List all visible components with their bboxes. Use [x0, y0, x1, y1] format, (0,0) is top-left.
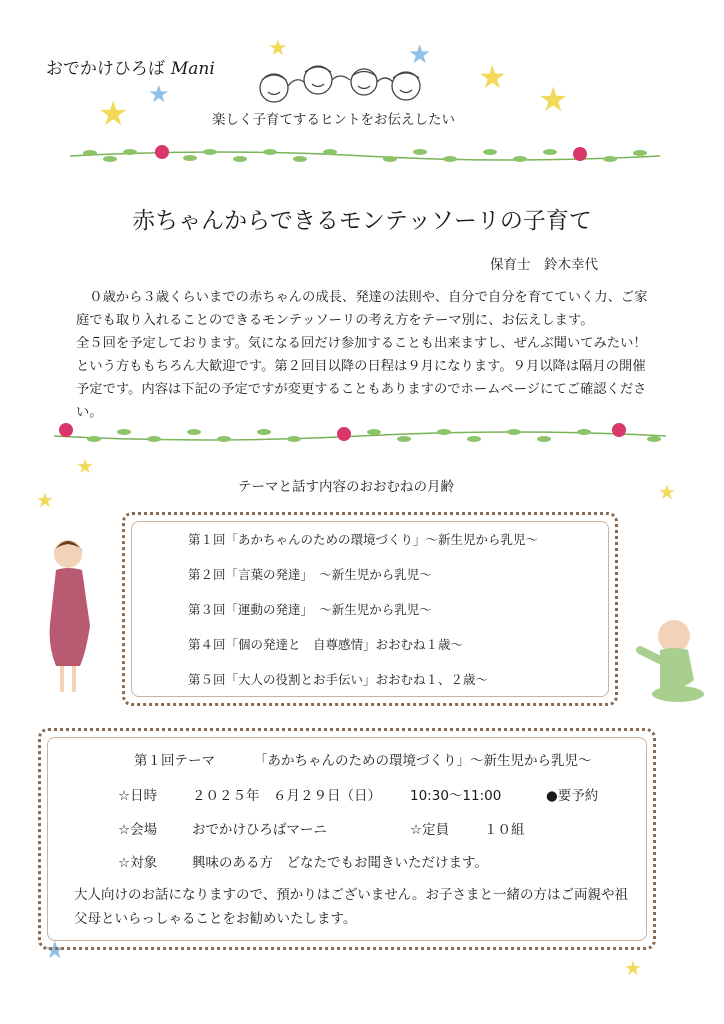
star-icon: ★ — [268, 36, 288, 61]
target-label: ☆対象 — [118, 855, 158, 871]
session-item: 第２回「言葉の発達」 ～新生児から乳児～ — [188, 567, 432, 582]
date-label: ☆日時 — [118, 788, 158, 804]
site-title — [46, 54, 215, 79]
note-text: 大人向けのお話になりますので、預かりはございません。お子さまと一緒の方はご両親や祖父母といらっしゃることをお勧めいたします。 — [74, 887, 629, 927]
capacity-label: ☆定員 — [410, 822, 450, 838]
session-item: 第４回「個の発達と 自尊感情」おおむね１歳～ — [188, 637, 464, 652]
theme-label: 第１回テーマ — [134, 753, 215, 769]
intro-paragraph: ０歳から３歳くらいまでの赤ちゃんの成長、発達の法則や、自分で自分を育てていく力、ご家庭でも取り入れることのできるモンテッソーリの考え方をテーマ別に、お伝えします。 — [76, 290, 648, 328]
tagline: 楽しく子育てするヒントをお伝えしたい — [212, 112, 455, 128]
session-list — [188, 530, 538, 705]
author: 保育士 鈴木幸代 — [490, 257, 598, 273]
session-item: 第５回「大人の役割とお手伝い」おおむね１、２歳～ — [188, 672, 489, 687]
capacity-value: １０組 — [484, 822, 525, 838]
intro-paragraph: 全５回を予定しております。気になる回だけ参加することも出来ますし、ぜんぶ聞いてみたい！という方ももちろん大歓迎です。第２回目以降の日程は９月になります。９月以降は隔月の開催予定です。内容は下記の予定ですが変更することもありますのでホームページにてご確認ください。 — [76, 336, 647, 420]
theme-text: 「あかちゃんのための環境づくり」～新生児から乳児～ — [254, 753, 592, 769]
star-icon: ★ — [98, 94, 129, 134]
star-icon: ★ — [44, 936, 66, 964]
star-icon: ★ — [76, 454, 94, 478]
leaf-garland-top — [70, 142, 660, 170]
page-title: 赤ちゃんからできるモンテッソーリの子育て — [132, 208, 592, 234]
site-name-latin: Mani — [170, 59, 215, 79]
star-icon: ★ — [148, 80, 170, 108]
date-value: ２０２５年 ６月２９日（日） — [192, 788, 381, 804]
session-item: 第１回「あかちゃんのための環境づくり」～新生児から乳児～ — [188, 532, 539, 547]
woman-illustration — [40, 534, 98, 700]
star-icon: ★ — [624, 956, 642, 980]
reservation-note: ●要予約 — [546, 788, 599, 804]
baby-illustration — [634, 616, 710, 706]
theme-heading: テーマと話す内容のおおむねの月齢 — [238, 479, 454, 495]
intro-text — [76, 286, 656, 424]
star-icon: ★ — [538, 80, 569, 120]
leaf-garland-middle — [54, 422, 666, 450]
time-value: 10:30～11:00 — [410, 788, 502, 804]
session-item: 第３回「運動の発達」 ～新生児から乳児～ — [188, 602, 432, 617]
star-icon: ★ — [478, 58, 507, 96]
venue-value: おでかけひろばマーニ — [192, 822, 327, 838]
target-value: 興味のある方 どなたでもお聞きいただけます。 — [192, 855, 488, 871]
star-icon: ★ — [408, 40, 432, 70]
venue-label: ☆会場 — [118, 822, 158, 838]
site-name: おでかけひろば — [46, 59, 165, 79]
star-icon: ★ — [36, 488, 54, 512]
star-icon: ★ — [658, 480, 676, 504]
